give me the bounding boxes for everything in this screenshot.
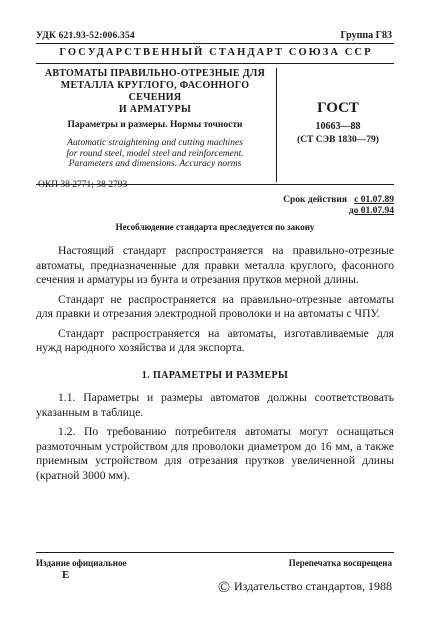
section-paragraph: 1.1. Параметры и размеры автоматов должны соответствовать указанным в таблице.: [36, 391, 394, 419]
russian-title-line: МЕТАЛЛА КРУГЛОГО, ФАСОННОГО СЕЧЕНИЯ: [60, 80, 250, 103]
russian-subtitle: Параметры и размеры. Нормы точности: [67, 120, 243, 130]
copyright-icon: ©: [217, 579, 230, 596]
state-standard-title: ГОСУДАРСТВЕННЫЙ СТАНДАРТ СОЮЗА ССР: [59, 47, 373, 58]
intro-paragraph: Стандарт не распространяется на правильно-отрезные автоматы для правки и отрезания электродной проволоки и на автоматы с ЧПУ.: [36, 292, 394, 320]
no-reprint-notice: Перепечатка воспрещена: [288, 558, 392, 568]
header-bottom-rule: [36, 184, 394, 185]
gost-label: ГОСТ: [317, 100, 359, 116]
udc-code: УДК 621.93-52:006.354: [36, 31, 135, 41]
title-block: [36, 68, 274, 190]
section-paragraph: 1.2. По требованию потребителя автоматы могут оснащаться размоточным устройством для проволоки диаметром до 16 мм, а также приемным устройством для отрезания прутков увеличенной длины (кратной 3000 мм).: [36, 425, 394, 482]
validity-to: до 01.07.94: [348, 206, 394, 216]
section-heading: 1. ПАРАМЕТРЫ И РАЗМЕРЫ: [141, 370, 289, 381]
intro-paragraph: Настоящий стандарт распространяется на правильно-отрезные автоматы, предназначенные для правки металла круглого, фасонного сечения и арматуры из бунта и отрезания прутков мерной длины.: [36, 244, 394, 286]
header-rule: [36, 43, 394, 44]
gost-block: [282, 100, 394, 145]
official-edition: Издание официальное: [36, 558, 127, 568]
copyright: [218, 579, 392, 597]
validity-from: с 01.07.89: [354, 195, 394, 205]
section-text: [36, 391, 394, 488]
russian-title-line: АВТОМАТЫ ПРАВИЛЬНО-ОТРЕЗНЫЕ ДЛЯ: [44, 68, 266, 79]
cmea-number: (СТ СЭВ 1830—79): [297, 135, 379, 145]
intro-text: [36, 244, 394, 361]
english-title-line: Automatic straightening and cutting machines: [67, 138, 243, 148]
copyright-text: Издательство стандартов, 1988: [234, 579, 392, 593]
english-title: [36, 138, 274, 170]
russian-title: [36, 68, 274, 116]
russian-title-line: И АРМАТУРЫ: [118, 104, 192, 115]
footer-rule: [36, 552, 394, 553]
group-code: Группа Г83: [340, 30, 392, 41]
edition-letter: Е: [62, 569, 70, 581]
okp-code: ОКП 38 2771; 38 2793: [38, 179, 128, 190]
english-title-line: for round steel, model steel and reinforcement.: [66, 148, 244, 159]
intro-paragraph: Стандарт распространяется на автоматы, изготавливаемые для нужд народного хозяйства и для экспорта.: [36, 326, 394, 354]
gost-number: 10663—88: [315, 121, 361, 132]
validity-period: [283, 195, 394, 217]
validity-label: Срок действия: [283, 195, 348, 205]
violation-notice: Несоблюдение стандарта преследуется по закону: [115, 222, 315, 232]
title-divider: [276, 68, 277, 182]
english-title-line: Parameters and dimensions. Accuracy norms: [68, 159, 242, 169]
title-rule: [36, 63, 394, 64]
